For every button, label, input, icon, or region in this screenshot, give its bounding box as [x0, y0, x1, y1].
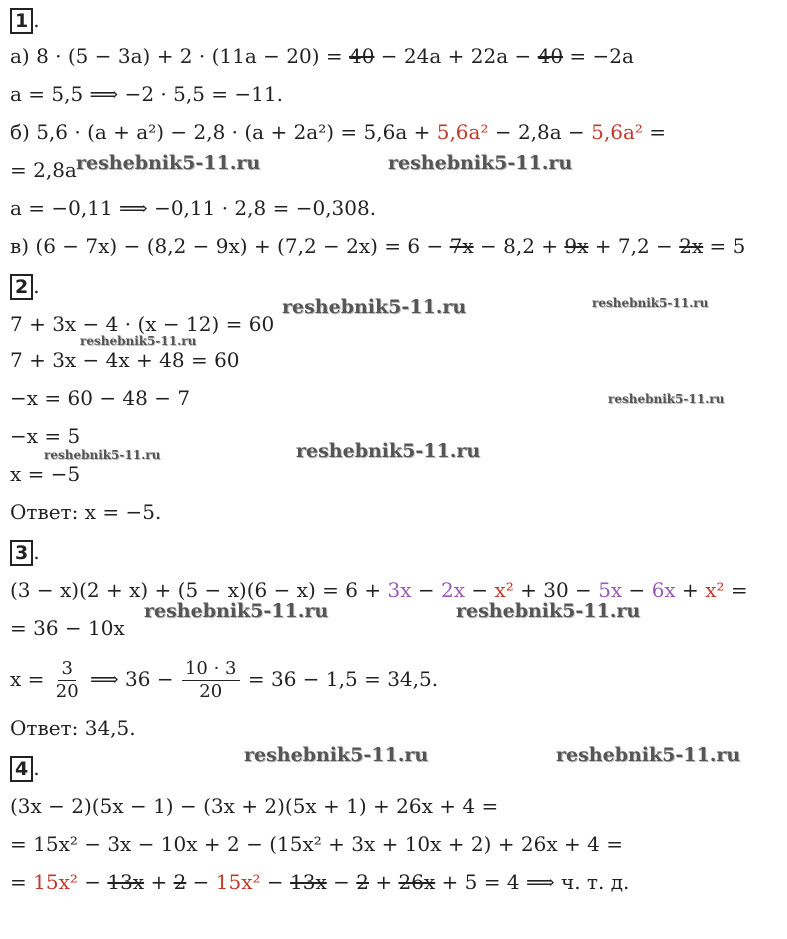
s1-b-cont: = 2,8a — [10, 158, 77, 182]
watermark: reshebnik5-11.ru — [296, 440, 481, 462]
s4-line-2: = 15x² − 3x − 10x + 2 − (15x² + 3x + 10x + 2) + 26x + 4 = — [10, 832, 623, 856]
s1-b-line: б) 5,6 · (a + a²) − 2,8 · (a + 2a²) = 5,6a + 5,6a² − 2,8a − 5,6a² = — [10, 120, 667, 144]
s4-line-1: (3x − 2)(5x − 1) − (3x + 2)(5x + 1) + 26x + 4 = — [10, 794, 499, 818]
watermark: reshebnik5-11.ru — [76, 152, 261, 174]
watermark: reshebnik5-11.ru — [244, 744, 429, 766]
section-4-header: 4 . — [10, 754, 40, 782]
watermark: reshebnik5-11.ru — [44, 448, 161, 462]
watermark: reshebnik5-11.ru — [556, 744, 741, 766]
section-number: 1 — [10, 8, 33, 34]
s2-line-4: −x = 5 — [10, 424, 81, 448]
s3-answer: Ответ: 34,5. — [10, 716, 136, 740]
s1-a-line: а) 8 · (5 − 3a) + 2 · (11a − 20) = 40 − 24a + 22a − 40 = −2a — [10, 44, 634, 68]
watermark: reshebnik5-11.ru — [456, 600, 641, 622]
fraction: $\frac{10 \cdot 3}{20}$ — [182, 658, 240, 703]
s3-line-3: x = $\frac{3}{20}$ ⟹ 36 − $\frac{10 \cdot 3}{20}$ = 36 − 1,5 = 34,5. — [10, 658, 439, 702]
section-number: 2 — [10, 274, 33, 300]
s1-c-line: в) (6 − 7x) − (8,2 − 9x) + (7,2 − 2x) = 6 − 7x − 8,2 + 9x + 7,2 − 2x = 5 — [10, 234, 746, 258]
s2-line-2: 7 + 3x − 4x + 48 = 60 — [10, 348, 240, 372]
s1-b-result: a = −0,11 ⟹ −0,11 · 2,8 = −0,308. — [10, 196, 377, 220]
s2-line-1: 7 + 3x − 4 · (x − 12) = 60 — [10, 312, 275, 336]
section-3-header: 3 . — [10, 538, 40, 566]
watermark: reshebnik5-11.ru — [388, 152, 573, 174]
s2-line-3: −x = 60 − 48 − 7 — [10, 386, 191, 410]
s1-a-result: a = 5,5 ⟹ −2 · 5,5 = −11. — [10, 82, 283, 106]
s4-line-3: = 15x² − 13x + 2 − 15x² − 13x − 2 + 26x + 5 = 4 ⟹ ч. т. д. — [10, 870, 630, 894]
watermark: reshebnik5-11.ru — [144, 600, 329, 622]
watermark: reshebnik5-11.ru — [80, 334, 197, 348]
section-1-header: 1 . — [10, 6, 40, 34]
s2-answer: Ответ: x = −5. — [10, 500, 162, 524]
fraction: $\frac{3}{20}$ — [55, 658, 79, 702]
watermark: reshebnik5-11.ru — [282, 296, 467, 318]
section-2-header: 2 . — [10, 272, 40, 300]
watermark: reshebnik5-11.ru — [608, 392, 725, 406]
section-number: 4 — [10, 756, 33, 782]
s3-line-2: = 36 − 10x — [10, 616, 125, 640]
s3-line-1: (3 − x)(2 + x) + (5 − x)(6 − x) = 6 + 3x − 2x − x² + 30 − 5x − 6x + x² = — [10, 578, 748, 602]
section-number: 3 — [10, 540, 33, 566]
s2-line-5: x = −5 — [10, 462, 81, 486]
watermark: reshebnik5-11.ru — [592, 296, 709, 310]
